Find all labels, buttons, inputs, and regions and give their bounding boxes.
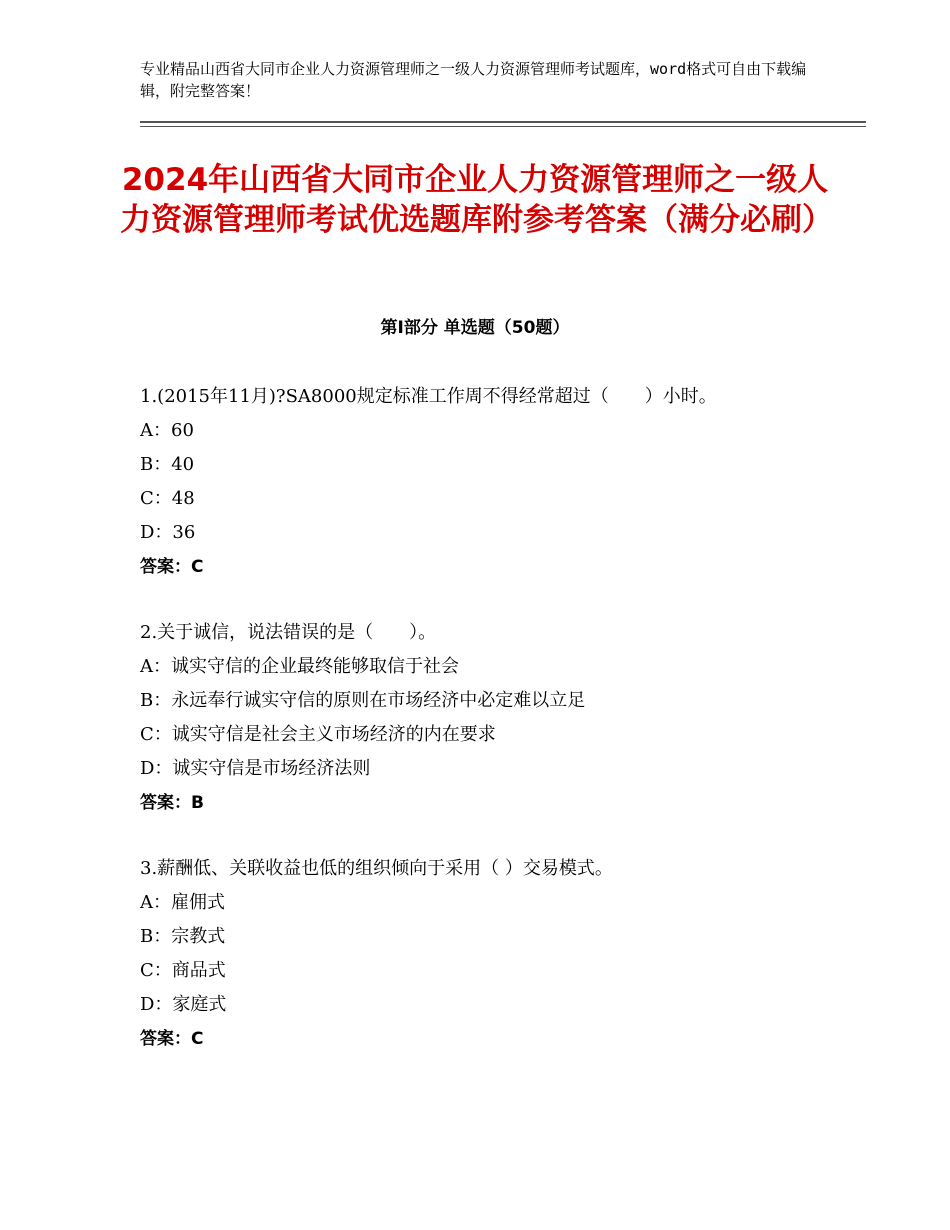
question-text: 3.薪酬低、关联收益也低的组织倾向于采用（ ）交易模式。 — [140, 858, 613, 879]
option-c: C：商品式 — [140, 960, 226, 981]
question-text: 1.(2015年11月)?SA8000规定标准工作周不得经常超过（ ）小时。 — [140, 386, 717, 407]
header-rule-thin — [140, 126, 866, 127]
question-1 — [140, 380, 820, 584]
option-d: D：36 — [140, 522, 196, 543]
question-2 — [140, 616, 820, 820]
document-title: 2024年山西省大同市企业人力资源管理师之一级人力资源管理师考试优选题库附参考答案（满分必刷） — [120, 162, 833, 238]
option-a: A：60 — [140, 420, 194, 441]
header-note: 专业精品山西省大同市企业人力资源管理师之一级人力资源管理师考试题库，word格式可自由下载编辑，附完整答案！ — [140, 60, 807, 100]
question-3 — [140, 852, 820, 1056]
option-b: B：40 — [140, 454, 195, 475]
option-d: D：诚实守信是市场经济法则 — [140, 758, 371, 779]
answer: 答案：B — [140, 793, 204, 813]
option-c: C：诚实守信是社会主义市场经济的内在要求 — [140, 724, 496, 745]
option-b: B：永远奉行诚实守信的原则在市场经济中必定难以立足 — [140, 690, 586, 711]
option-a: A：诚实守信的企业最终能够取信于社会 — [140, 656, 459, 677]
answer: 答案：C — [140, 1029, 204, 1049]
question-list — [140, 380, 820, 1088]
answer: 答案：C — [140, 557, 204, 577]
option-c: C：48 — [140, 488, 195, 509]
header-rule-thick — [140, 121, 866, 123]
option-d: D：家庭式 — [140, 994, 227, 1015]
question-text: 2.关于诚信，说法错误的是（ ）。 — [140, 622, 437, 643]
option-a: A：雇佣式 — [140, 892, 225, 913]
section-title: 第Ⅰ部分 单选题（50题） — [380, 318, 570, 338]
option-b: B：宗教式 — [140, 926, 226, 947]
